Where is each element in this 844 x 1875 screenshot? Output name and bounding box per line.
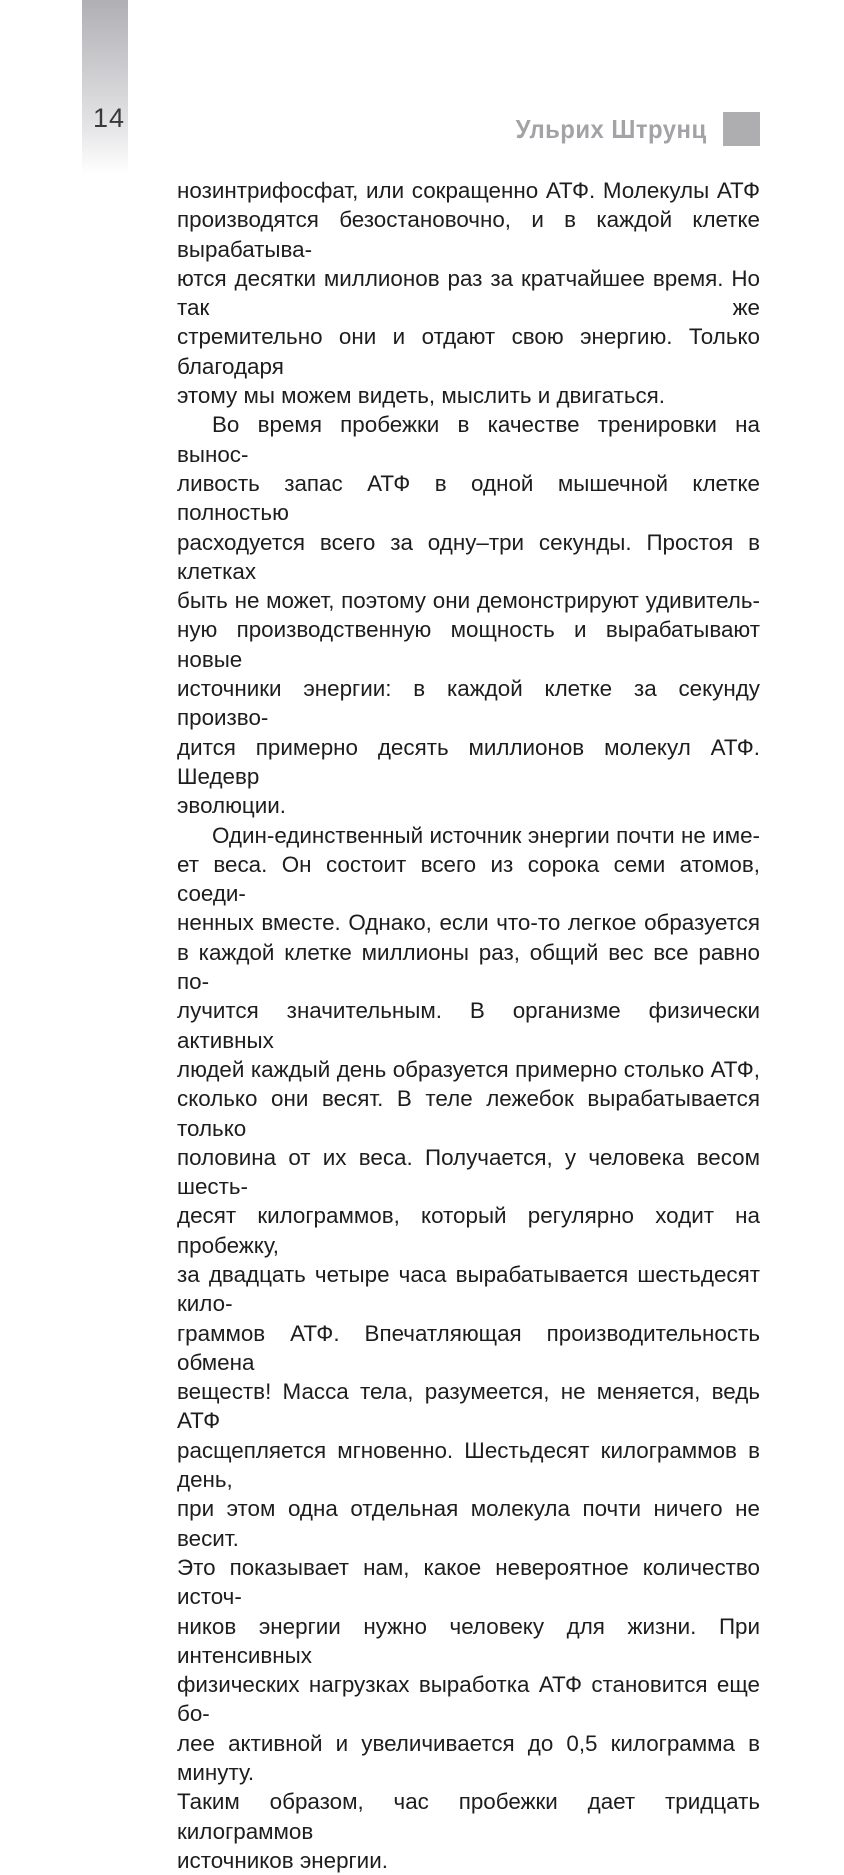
text-line: ются десятки миллионов раз за кратчайшее время. Но так же [177,265,760,321]
text-line: лучится значительным. В организме физически активных [177,998,760,1053]
running-title: Ульрих Штрунц [515,113,707,144]
text-line: сколько они весят. В теле лежебок вырабатывается только [177,1086,760,1141]
text-line: веществ! Масса тела, разумеется, не меняется, ведь АТФ [177,1379,760,1434]
paragraph [177,410,760,820]
page-number: 14 [93,103,126,133]
text-line: дится примерно десять миллионов молекул АТФ. Шедевр [177,734,760,789]
text-line: людей каждый день образуется примерно столько АТФ, [177,1056,760,1082]
text-line: половина от их веса. Получается, у человека весом шесть- [177,1144,760,1200]
text-line: в каждой клетке миллионы раз, общий вес все равно по- [177,939,760,995]
text-line: при этом одна отдельная молекула почти ничего не весит. [177,1496,760,1551]
running-header [499,112,760,146]
text-line: десят килограммов, который регулярно ходит на пробежку, [177,1203,760,1258]
text-line: за двадцать четыре часа вырабатывается шестьдесят кило- [177,1261,760,1317]
text-line: эволюции. [177,793,286,819]
text-line: этому мы можем видеть, мыслить и двигаться. [177,383,666,409]
text-line: стремительно они и отдают свою энергию. Только благодаря [177,324,760,379]
text-line: лее активной и увеличивается до 0,5 килограмма в минуту. [177,1730,760,1786]
text-line: источников энергии. [177,1847,388,1873]
text-line: ников энергии нужно человеку для жизни. При интенсивных [177,1613,760,1668]
text-line: Во время пробежки в качестве тренировки на вынос- [177,412,760,467]
text-line: быть не может, поэтому они демонстрируют удивитель- [177,588,760,614]
header-square-ornament [723,112,760,146]
text-line: ет веса. Он состоит всего из сорока семи атомов, соеди- [177,851,760,907]
margin-gradient-bar [82,0,128,174]
text-line: производятся безостановочно, и в каждой клетке вырабатыва- [177,207,760,262]
paragraph [177,176,760,410]
text-line: нозинтрифосфат, или сокращенно АТФ. Молекулы АТФ [177,178,760,203]
text-line: ливость запас АТФ в одной мышечной клетке полностью [177,470,760,526]
text-line: расходуется всего за одну–три секунды. Простоя в клетках [177,529,760,584]
text-line: физических нагрузках выработка АТФ становится еще бо- [177,1672,760,1727]
text-line: граммов АТФ. Впечатляющая производительность обмена [177,1320,760,1375]
text-line: ную производственную мощность и вырабатывают новые [177,617,760,672]
text-line: Таким образом, час пробежки дает тридцать килограммов [177,1789,760,1844]
text-line: Это показывает нам, какое невероятное количество источ- [177,1554,760,1610]
paragraph [177,821,760,1875]
text-line: источники энергии: в каждой клетке за секунду произво- [177,676,760,731]
text-line: ненных вместе. Однако, если что-то легкое образуется [177,910,760,936]
body-text [177,176,760,1875]
text-line: расщепляется мгновенно. Шестьдесят килограммов в день, [177,1437,760,1493]
text-line: Один-единственный источник энергии почти не име- [212,822,760,848]
